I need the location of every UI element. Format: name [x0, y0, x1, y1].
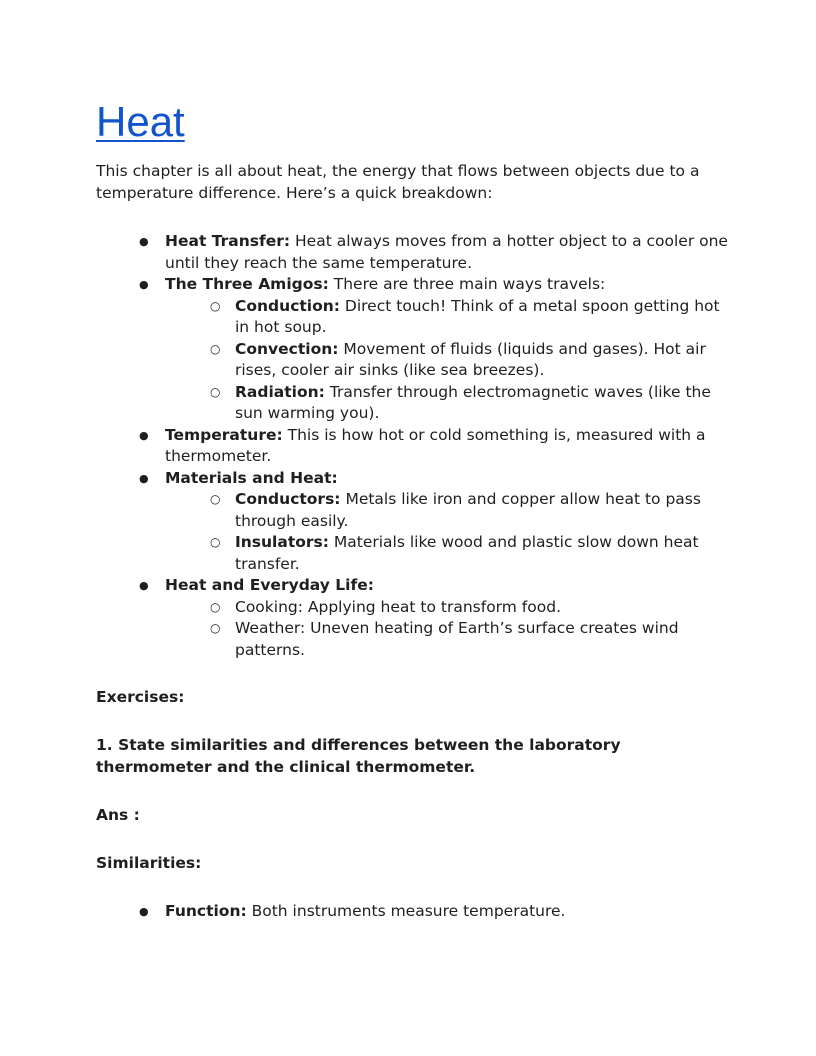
sub-bullet-text: Materials like wood and plastic slow down heat transfer.: [235, 533, 699, 573]
sub-bullet-text: Direct touch! Think of a metal spoon getting hot in hot soup.: [235, 296, 720, 336]
sub-bullet-weather: [165, 618, 736, 661]
bullet-temperature: [96, 425, 736, 468]
sub-bullet-text: Movement of fluids (liquids and gases). Hot air rises, cooler air sinks (like sea breezes).: [235, 339, 706, 379]
bullet-materials-and-heat: [96, 468, 736, 576]
sub-bullet-text: Transfer through electromagnetic waves (like the sun warming you).: [235, 382, 711, 422]
sub-bullet-label: Insulators:: [235, 533, 329, 551]
bullet-function: [96, 901, 736, 923]
bullet-heat-transfer: [96, 231, 736, 274]
sub-bullet-label: Conduction:: [235, 296, 340, 315]
sub-bullet-text: Cooking: Applying heat to transform food.: [235, 597, 561, 616]
bullet-label: The Three Amigos:: [165, 275, 329, 293]
sub-bullet-list: [165, 296, 736, 425]
similarities-list: [96, 901, 736, 923]
question-1: 1. State similarities and differences between the laboratory thermometer and the clinical thermometer.: [96, 736, 621, 776]
bullet-three-amigos: [96, 274, 736, 425]
bullet-label: Heat Transfer:: [165, 232, 291, 250]
answer-label: Ans :: [96, 806, 140, 824]
sub-bullet-label: Conductors:: [235, 490, 341, 508]
sub-bullet-radiation: [165, 382, 736, 425]
bullet-heat-everyday-life: [96, 575, 736, 661]
sub-bullet-list: [165, 597, 736, 662]
main-bullet-list: [96, 231, 736, 661]
sub-bullet-insulators: [165, 532, 736, 575]
sub-bullet-conductors: [165, 489, 736, 532]
bullet-text: Heat always moves from a hotter object to a cooler one until they reach the same temperature.: [165, 232, 728, 272]
intro-paragraph: This chapter is all about heat, the energy that flows between objects due to a temperature difference. Here’s a quick breakdown:: [96, 162, 700, 202]
bullet-text: This is how hot or cold something is, measured with a thermometer.: [165, 425, 706, 465]
bullet-label: Temperature:: [165, 425, 283, 444]
exercises-heading: Exercises:: [96, 688, 185, 706]
sub-bullet-convection: [165, 339, 736, 382]
sub-bullet-text: Weather: Uneven heating of Earth’s surface creates wind patterns.: [235, 619, 679, 659]
sub-bullet-text: Metals like iron and copper allow heat to pass through easily.: [235, 490, 701, 530]
sub-bullet-label: Convection:: [235, 339, 339, 358]
sub-bullet-cooking: [165, 597, 736, 619]
page-title[interactable]: Heat: [96, 98, 185, 145]
sub-bullet-conduction: [165, 296, 736, 339]
similarities-heading: Similarities:: [96, 854, 202, 872]
sub-bullet-list: [165, 489, 736, 575]
bullet-label: Function:: [165, 902, 247, 920]
bullet-label: Materials and Heat:: [165, 468, 338, 487]
sub-bullet-label: Radiation:: [235, 382, 325, 401]
bullet-text: Both instruments measure temperature.: [246, 902, 566, 920]
bullet-text: There are three main ways travels:: [328, 275, 606, 293]
bullet-label: Heat and Everyday Life:: [165, 576, 374, 594]
